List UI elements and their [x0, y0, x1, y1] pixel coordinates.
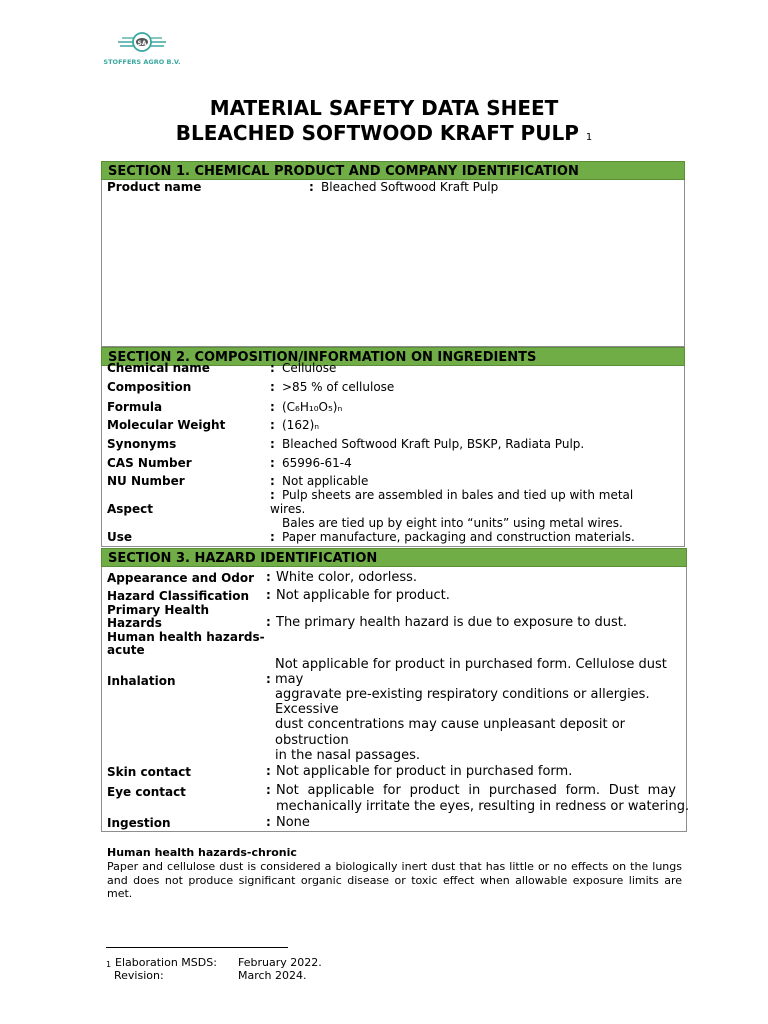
- use-value: Paper manufacture, packaging and construction materials.: [282, 530, 635, 544]
- document-title-line1: MATERIAL SAFETY DATA SHEET: [209, 96, 559, 120]
- ingestion-label: Ingestion: [107, 816, 171, 830]
- footnote-revision-label: Revision:: [114, 969, 164, 982]
- chemical-name-colon: :: [270, 361, 275, 375]
- footnote-number: 1: [106, 960, 112, 969]
- title-footnote-ref: 1: [585, 132, 593, 143]
- formula-colon: :: [270, 400, 275, 414]
- appearance-colon: :: [266, 570, 271, 584]
- footnote-revision-date: March 2024.: [238, 969, 307, 982]
- eye-contact-colon: :: [266, 783, 271, 797]
- hazard-classification-value: Not applicable for product.: [276, 588, 450, 603]
- primary-health-label-line2: Hazards: [107, 616, 162, 630]
- aspect-value-line2: wires.: [270, 502, 306, 516]
- primary-health-colon: :: [266, 615, 271, 629]
- document-title-line2: [0, 121, 768, 145]
- ingestion-colon: :: [266, 815, 271, 829]
- acute-label-line2: acute: [107, 643, 145, 657]
- cas-number-colon: :: [270, 456, 275, 470]
- chemical-name-label: Chemical name: [107, 361, 210, 375]
- aspect-label: Aspect: [107, 502, 154, 516]
- primary-health-label-line1: Primary Health: [107, 603, 210, 617]
- molecular-weight-value: (162)ₙ: [282, 418, 320, 432]
- section1-header: SECTION 1. CHEMICAL PRODUCT AND COMPANY IDENTIFICATION: [101, 161, 685, 180]
- molecular-weight-label: Molecular Weight: [107, 418, 226, 432]
- product-name-label: Product name: [107, 180, 202, 194]
- aspect-colon: :: [270, 488, 275, 502]
- inhalation-value-line4: Excessive: [275, 702, 339, 717]
- logo-company-name: STOFFERS AGRO B.V.: [103, 58, 181, 66]
- product-name-value: Bleached Softwood Kraft Pulp: [321, 180, 499, 194]
- section2-header: SECTION 2. COMPOSITION/INFORMATION ON INGREDIENTS: [101, 347, 685, 366]
- aspect-value-line1: Pulp sheets are assembled in bales and tied up with metal: [282, 488, 634, 502]
- composition-label: Composition: [107, 380, 192, 394]
- company-logo: [92, 22, 192, 72]
- skin-contact-label: Skin contact: [107, 765, 192, 779]
- nu-number-value: Not applicable: [282, 474, 369, 488]
- composition-value: >85 % of cellulose: [282, 380, 395, 394]
- primary-health-value: The primary health hazard is due to exposure to dust.: [276, 615, 627, 630]
- composition-colon: :: [270, 380, 275, 394]
- section1-box: [101, 180, 685, 347]
- skin-contact-value: Not applicable for product in purchased form.: [276, 764, 573, 779]
- use-colon: :: [270, 530, 275, 544]
- cas-number-value: 65996-61-4: [282, 456, 352, 470]
- chronic-hazards-text: Paper and cellulose dust is considered a biologically inert dust that has little or no effects on the lungs and does not produce significant organic disease or toxic effect when allowable exposure limits are met.: [107, 860, 682, 900]
- eye-contact-value-line2: mechanically irritate the eyes, resulting in redness or watering.: [276, 799, 690, 814]
- inhalation-label: Inhalation: [107, 674, 176, 688]
- chemical-name-value: Cellulose: [282, 361, 337, 375]
- acute-label-line1: Human health hazards-: [107, 630, 265, 644]
- appearance-value: White color, odorless.: [276, 570, 418, 585]
- formula-label: Formula: [107, 400, 163, 414]
- section3-header: SECTION 3. HAZARD IDENTIFICATION: [101, 548, 687, 567]
- chronic-hazards-title: Human health hazards-chronic: [107, 846, 297, 859]
- inhalation-colon: :: [266, 672, 271, 686]
- footnote-elaboration-date: February 2022.: [238, 956, 322, 969]
- document-title-text: BLEACHED SOFTWOOD KRAFT PULP: [175, 121, 579, 145]
- nu-number-label: NU Number: [107, 474, 185, 488]
- cas-number-label: CAS Number: [107, 456, 192, 470]
- inhalation-value-line5: dust concentrations may cause unpleasant deposit or: [275, 717, 626, 732]
- inhalation-value-line7: in the nasal passages.: [275, 748, 421, 763]
- hazard-classification-colon: :: [266, 588, 271, 602]
- formula-value: (C₆H₁₀O₅)ₙ: [282, 400, 343, 414]
- hazard-classification-label: Hazard Classification: [107, 589, 250, 603]
- use-label: Use: [107, 530, 133, 544]
- logo-initials: SA: [137, 40, 147, 47]
- ingestion-value: None: [276, 815, 310, 830]
- footnote-separator: [106, 947, 288, 948]
- synonyms-label: Synonyms: [107, 437, 177, 451]
- molecular-weight-colon: :: [270, 418, 275, 432]
- aspect-value-line3: Bales are tied up by eight into “units” using metal wires.: [282, 516, 623, 530]
- inhalation-value-line2: may: [275, 672, 304, 687]
- eye-contact-value-line1: Not applicable for product in purchased form. Dust may: [276, 783, 676, 798]
- inhalation-value-line1: Not applicable for product in purchased form. Cellulose dust: [275, 657, 667, 672]
- synonyms-value: Bleached Softwood Kraft Pulp, BSKP, Radiata Pulp.: [282, 437, 585, 451]
- eye-contact-label: Eye contact: [107, 785, 186, 799]
- skin-contact-colon: :: [266, 764, 271, 778]
- appearance-label: Appearance and Odor: [107, 571, 255, 585]
- product-name-colon: :: [309, 180, 314, 194]
- nu-number-colon: :: [270, 474, 275, 488]
- synonyms-colon: :: [270, 437, 275, 451]
- inhalation-value-line3: aggravate pre-existing respiratory conditions or allergies.: [275, 687, 650, 702]
- inhalation-value-line6: obstruction: [275, 733, 349, 748]
- footnote-elaboration-label: Elaboration MSDS:: [115, 956, 217, 969]
